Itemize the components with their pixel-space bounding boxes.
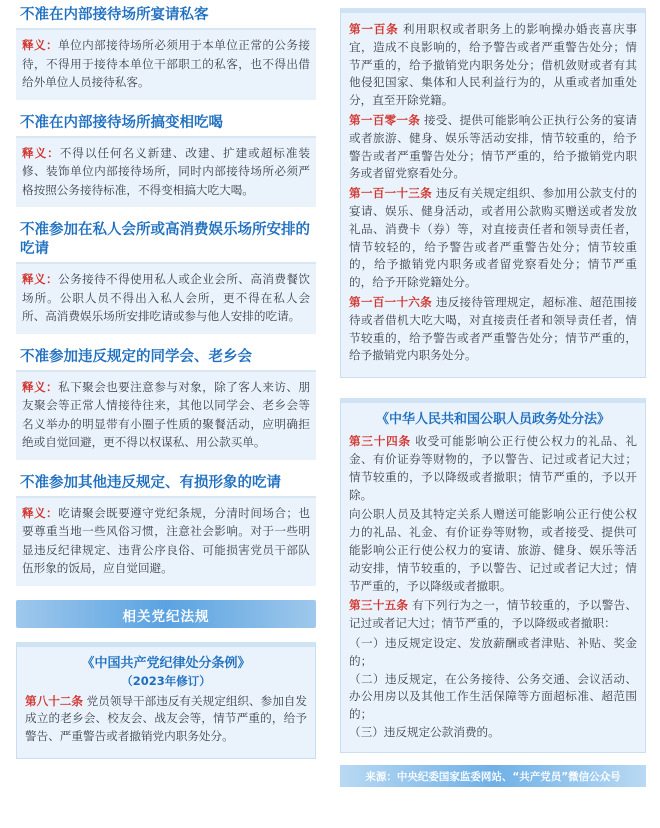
card-title: 《中华人民共和国公职人员政务处分法》 — [375, 412, 610, 428]
list-item: （三）违反规定公款消费的。 — [349, 724, 500, 739]
section-title: 不准在内部接待场所宴请私客 — [16, 6, 316, 30]
public-official-sanctions-law-card — [340, 398, 646, 753]
section-body — [16, 498, 316, 586]
article-text: 有下列行为之一，情节较重的，予以警告、记过或者记大过；情节严重的，予以降级或者撤职： — [349, 598, 637, 631]
right-column — [340, 8, 646, 787]
section-title: 不准参加在私人会所或高消费娱乐场所安排的吃请 — [16, 221, 316, 264]
definition-label: 释义： — [22, 505, 59, 520]
section-title: 不准在内部接待场所搞变相吃喝 — [16, 114, 316, 138]
section-title: 不准参加违反规定的同学会、老乡会 — [16, 348, 316, 372]
article-label: 第一百一十六条 — [349, 294, 432, 309]
article-label: 第八十二条 — [25, 693, 83, 708]
article-label: 第三十四条 — [349, 434, 411, 449]
section-body — [16, 138, 316, 208]
definition-label: 释义： — [22, 38, 59, 52]
section-body — [16, 372, 316, 460]
article-label: 第一百零一条 — [349, 112, 421, 127]
article-text: 党员领导干部违反有关规定组织、参加自发成立的老乡会、校友会、战友会等，情节严重的，给予警告、严重警告或者撤销党内职务处分。 — [25, 693, 307, 744]
rule-section — [16, 114, 316, 208]
card-title: 《中国共产党纪律处分条例》 — [81, 655, 251, 671]
definition-label: 释义： — [22, 145, 60, 160]
article-text: 违反接待管理规定，超标准、超范围接待或者借机大吃大喝，对直接责任者和领导责任者，情节较重的，给予警告或者严重警告处分；情节严重的，给予撤销党内职务处分。 — [349, 294, 637, 363]
definition-text: 公务接待不得使用私人或企业会所、高消费餐饮场所。公职人员不得出入私人会所，更不得在私人会所、高消费娱乐场所安排吃请或参与他人安排的吃请。 — [22, 272, 310, 323]
article-text: 收受可能影响公正行使公权力的礼品、礼金、有价证券等财物的，予以警告、记过或者记大过；情节较重的，予以降级或者撤职；情节严重的，予以开除。 — [349, 434, 637, 502]
article — [25, 693, 307, 746]
article-text: 利用职权或者职务上的影响操办婚丧喜庆事宜，造成不良影响的，给予警告或者严重警告处分；情节严重的，给予撤销党内职务处分；借机敛财或者有其他侵犯国家、集体和人民利益行为的，从重或者加重处分，直至开除党籍。 — [349, 22, 637, 108]
related-rules-banner — [16, 600, 316, 628]
card-subtitle: （2023年修订） — [121, 673, 211, 688]
article-text: 接受、提供可能影响公正执行公务的宴请或者旅游、健身、娱乐等活动安排，情节较重的，给予警告或者严重警告处分；情节严重的，给予撤销党内职务或者留党察看处分。 — [349, 112, 637, 181]
source-bar — [340, 765, 646, 787]
banner-title: 相关党纪法规 — [122, 608, 210, 625]
section-title: 不准参加其他违反规定、有损形象的吃请 — [16, 474, 316, 498]
article-label: 第一百条 — [349, 22, 399, 36]
section-body — [16, 30, 316, 100]
list-item: （二）违反规定，在公务接待、公务交通、会议活动、办公用房以及其他工作生活保障等方面超标准、超范围的； — [349, 671, 637, 722]
list-item: （一）违反规定设定、发放薪酬或者津贴、补贴、奖金的； — [349, 635, 637, 668]
discipline-regulation-card — [16, 642, 316, 759]
article-label: 第三十五条 — [349, 598, 409, 613]
article — [349, 597, 637, 633]
definition-text: 单位内部接待场所必须用于本单位正常的公务接待，不得用于接待本单位干部职工的私客，也不得出借给外单位人员接待私客。 — [22, 38, 310, 89]
source-text: 来源：中央纪委国家监委网站、“共产党员”微信公众号 — [365, 770, 621, 783]
article — [349, 21, 637, 110]
rule-section — [16, 474, 316, 586]
article — [349, 112, 637, 183]
rule-section — [16, 6, 316, 100]
article — [349, 185, 637, 292]
definition-label: 释义： — [22, 272, 59, 286]
article-text: 违反有关规定组织、参加用公款支付的宴请、娱乐、健身活动，或者用公款购买赠送或者发放礼品、消费卡（券）等，对直接责任者和领导责任者，情节较轻的，给予警告或者严重警告处分；情节较重的，给予撤销党内职务或者留党察看处分；情节严重的，给予开除党籍处分。 — [349, 186, 637, 290]
rule-section — [16, 221, 316, 334]
article-label: 第一百一十三条 — [349, 186, 432, 201]
definition-text: 吃请聚会既要遵守党纪条规，分清时间场合；也要尊重当地一些风俗习惯，注意社会影响。对于一些明显违反纪律规定、违背公序良俗、可能损害党员干部队伍形象的饭局，应自觉回避。 — [22, 505, 310, 575]
article-paragraph: 向公职人员及其特定关系人赠送可能影响公正行使公权力的礼品、礼金、有价证券等财物，或者接受、提供可能影响公正行使公权力的宴请、旅游、健身、娱乐等活动安排，情节较重的，予以警告、记过或者记大过；情节严重的，予以降级或者撤职。 — [349, 507, 637, 593]
section-body — [16, 264, 316, 334]
article — [349, 294, 637, 365]
rule-section — [16, 348, 316, 460]
article — [349, 433, 637, 504]
definition-label: 释义： — [22, 379, 59, 394]
left-column — [16, 6, 316, 759]
discipline-articles-card — [340, 8, 646, 378]
definition-text: 不得以任何名义新建、改建、扩建或超标准装修、装饰单位内部接待场所，同时内部接待场所必须严格按照公务接待标准，不得变相搞大吃大喝。 — [22, 145, 310, 197]
definition-text: 私下聚会也要注意参与对象，除了客人来访、朋友聚会等正常人情接待往来，其他以同学会、老乡会等名义举办的明显带有小圈子性质的聚餐活动，应明确拒绝或自觉回避，更不得以权谋私、用公款买单。 — [22, 379, 310, 449]
